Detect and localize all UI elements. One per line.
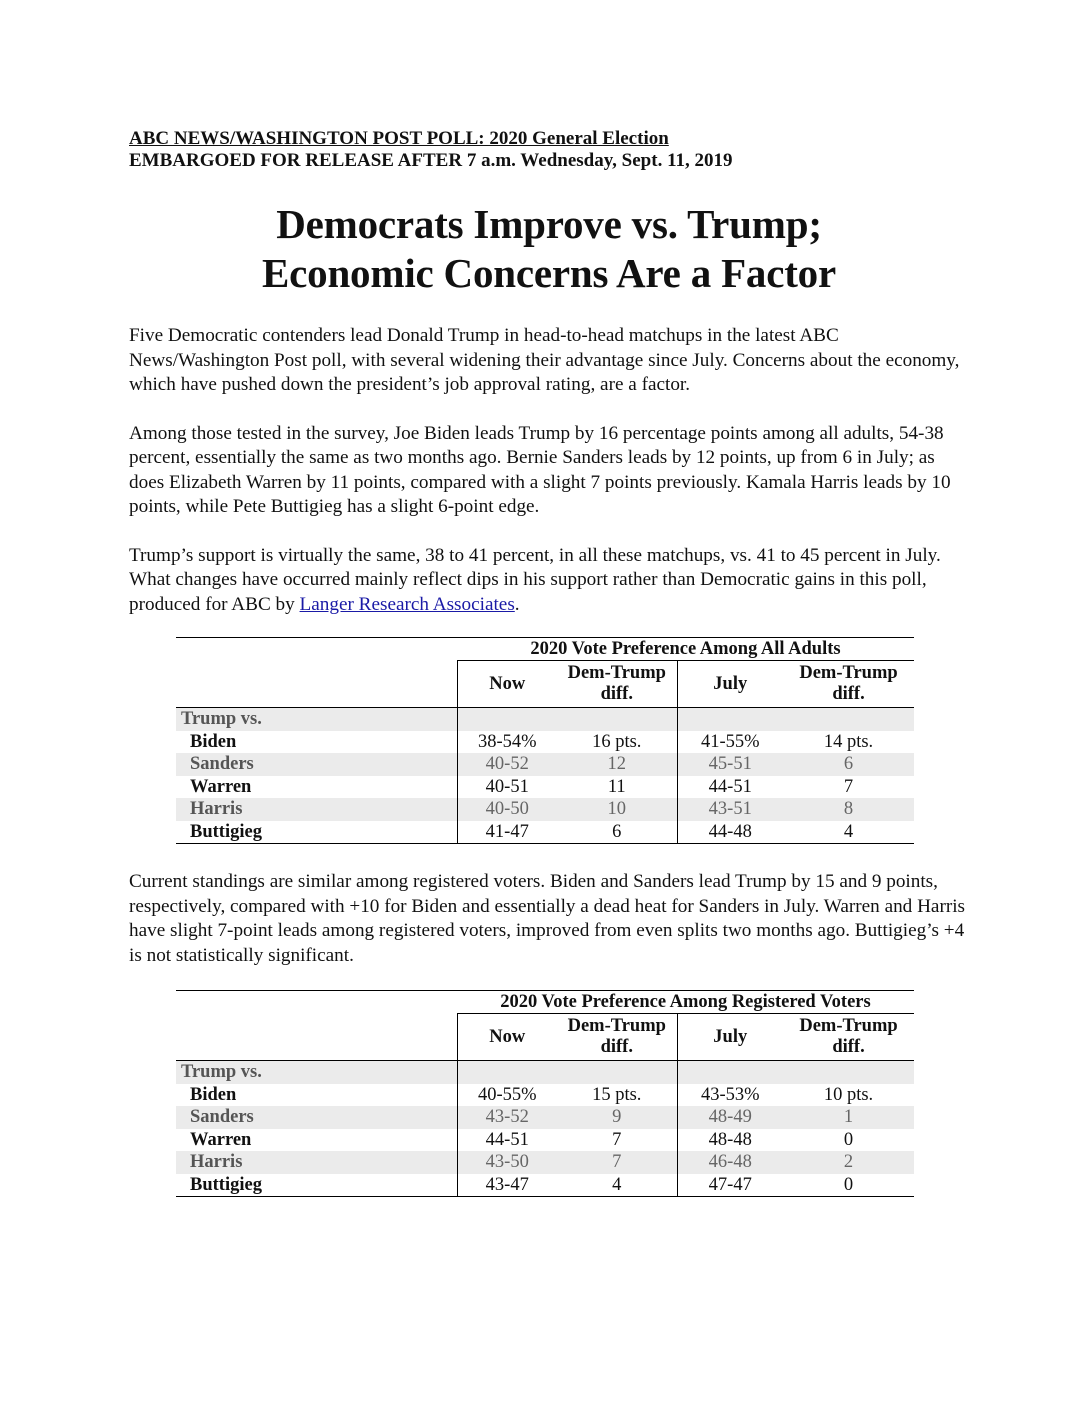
release-header: [129, 128, 969, 172]
col-header-now: Now: [457, 661, 557, 708]
headline-line-2: Economic Concerns Are a Factor: [262, 250, 836, 296]
adults-table: [176, 637, 914, 844]
table-row: Biden 40-55% 15 pts. 43-53% 10 pts.: [190, 1084, 874, 1105]
headline: [129, 200, 969, 298]
table-row: Buttigieg 43-47 4 47-47 0: [176, 1174, 914, 1197]
col-header-now: Now: [457, 1014, 557, 1061]
table-row: Biden 38-54% 16 pts. 41-55% 14 pts.: [190, 731, 874, 752]
col-header-july: July: [677, 661, 783, 708]
group-label: Trump vs.: [176, 708, 457, 731]
registered-voters-table: [176, 990, 914, 1197]
poll-title: ABC NEWS/WASHINGTON POST POLL: 2020 General Election: [129, 128, 669, 149]
table-row: Sanders 43-52 9 48-49 1: [176, 1106, 914, 1129]
paragraph-4: Current standings are similar among registered voters. Biden and Sanders lead Trump by 15 and 9 points, respectively, compared with +10 for Biden and essentially a dead heat for Sanders in July. Warren and Harris have slight 7-point leads among registered voters, improved from even splits two months ago. Buttigieg’s +4 is not statistically significant.: [129, 871, 966, 966]
document-page: [129, 128, 969, 1197]
table-row: Harris 40-50 10 43-51 8: [176, 798, 914, 821]
table-row: Sanders 40-52 12 45-51 6: [176, 753, 914, 776]
headline-line-1: Democrats Improve vs. Trump;: [276, 201, 822, 247]
paragraph-3: [129, 544, 969, 618]
langer-research-link[interactable]: Langer Research Associates: [299, 593, 515, 615]
paragraph-3-text: Trump’s support is virtually the same, 38 to 41 percent, in all these matchups, vs. 41 to 45 percent in July. What changes have occurred mainly reflect dips in his support rather than Democratic gains in this poll, produced for ABC by: [129, 544, 941, 615]
table-title: 2020 Vote Preference Among Registered Voters: [457, 991, 914, 1014]
embargo-line: EMBARGOED FOR RELEASE AFTER 7 a.m. Wednesday, Sept. 11, 2019: [129, 150, 733, 171]
col-header-diff: Dem-Trump diff.: [557, 1014, 677, 1061]
col-header-july: July: [677, 1014, 783, 1061]
table-row: Warren 44-51 7 48-48 0: [190, 1129, 854, 1150]
table-row: Harris 43-50 7 46-48 2: [176, 1151, 914, 1174]
paragraph-3-end: .: [514, 593, 520, 615]
paragraph-2: Among those tested in the survey, Joe Biden leads Trump by 16 percentage points among all adults, 54-38 percent, essentially the same as two months ago. Bernie Sanders leads by 12 points, up from 6 in July; as does Elizabeth Warren by 11 points, compared with a slight 7 points previously. Kamala Harris leads by 10 points, while Pete Buttigieg has a slight 6-point edge.: [129, 422, 951, 517]
table-row: Buttigieg 41-47 6 44-48 4: [176, 821, 914, 844]
col-header-diff: Dem-Trump diff.: [783, 661, 914, 708]
table-title: 2020 Vote Preference Among All Adults: [457, 638, 914, 661]
table-row: Warren 40-51 11 44-51 7: [190, 776, 854, 797]
col-header-diff: Dem-Trump diff.: [783, 1014, 914, 1061]
col-header-diff: Dem-Trump diff.: [557, 661, 677, 708]
group-label: Trump vs.: [176, 1061, 457, 1084]
paragraph-1: Five Democratic contenders lead Donald Trump in head-to-head matchups in the latest ABC News/Washington Post poll, with several widening their advantage since July. Concerns about the economy, which have pushed down the president’s job approval rating, are a factor.: [129, 325, 960, 395]
